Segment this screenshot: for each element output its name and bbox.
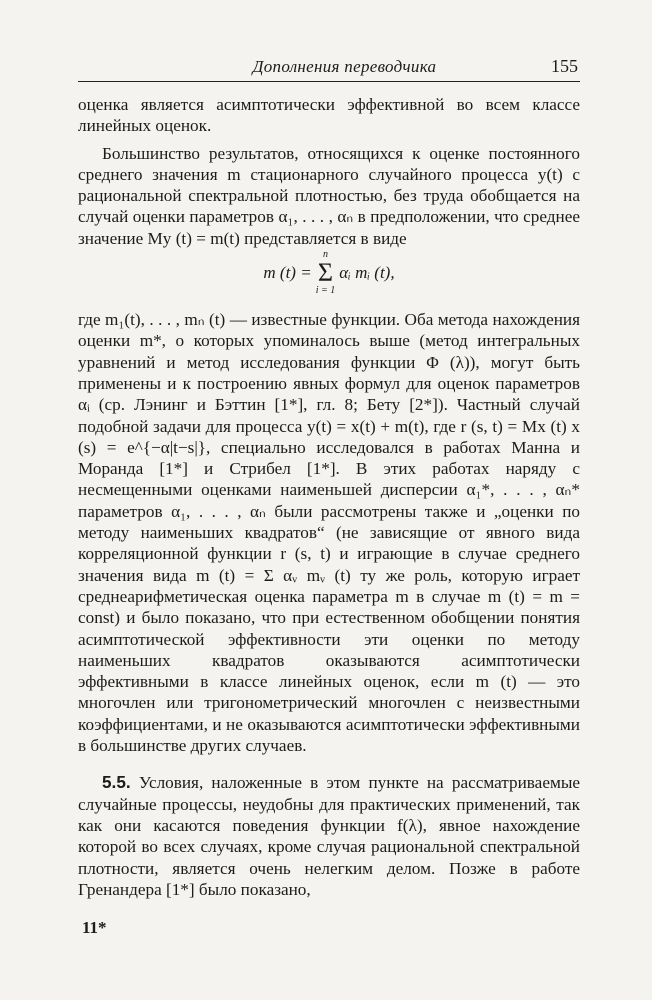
section-number: 5.5. bbox=[102, 772, 131, 793]
sum-operator bbox=[316, 250, 336, 296]
section-gap bbox=[78, 756, 580, 772]
paragraph-continuation: оценка является асимптотически эффективной во всем классе линейных оценок. bbox=[78, 95, 580, 136]
formula-lhs: m (t) = bbox=[263, 263, 312, 283]
formula-rhs: αᵢ mᵢ (t), bbox=[339, 263, 395, 283]
signature-mark: 11* bbox=[82, 918, 107, 937]
paragraph-results: Большинство результатов, относящихся к оценке постоянного среднего значения m стационарного случайного процесса y(t) с рациональной спектральной плотностью, без труда обобщается на случай оценки параметров α₁, . . . , αₙ в предположении, что среднее значение My (t) = m(t) представляется в виде bbox=[78, 143, 580, 248]
paragraph-section-5-5 bbox=[78, 772, 580, 900]
sigma-symbol: Σ bbox=[317, 258, 334, 288]
running-header bbox=[78, 56, 580, 82]
page bbox=[78, 56, 580, 900]
section-text: Условия, наложенные в этом пункте на рассматриваемые случайные процессы, неудобны для практических применений, так как они касаются поведения функции f(λ), явное нахождение которой во всех случаях, кроме случая рациональной спектральной плотности, является очень нелегким делом. Позже в работе Гренандера [1*] было показано, bbox=[78, 773, 580, 899]
paragraph-methods: где m₁(t), . . . , mₙ (t) — известные функции. Оба метода нахождения оценки m*, о которых упоминалось выше (метод интегральных уравнений и метод исследования функции Φ (λ)), могут быть применены и к построению явных формул для оценок параметров αᵢ (ср. Лэнинг и Бэттин [1*], гл. 8; Бету [2*]). Частный случай подобной задачи для процесса y(t) = x(t) + m(t), где r (s, t) = Mx (t) x (s) = e^{−α|t−s|}, специально исследовался в работах Манна и Моранда [1*] и Стрибел [1*]. В этих работах наряду с несмещенными оценками наименьшей дисперсии α₁*, . . . , αₙ* параметров α₁, . . . , αₙ были рассмотрены также и „оценки по методу наименьших квадратов“ (не зависящие от явного вида корреляционной функции r (s, t) и играющие в случае среднего значения вида m (t) = Σ αᵥ mᵥ (t) ту же роль, которую играет среднеарифметическая оценка параметра m в случае m (t) = m = const) и было показано, что при естественном обобщении понятия асимптотической эффективности эти оценки по методу наименьших квадратов оказываются асимптотически эффективными в классе линейных оценок, если m (t) — это многочлен или тригонометрический многочлен с неизвестными коэффициентами, и не оказываются асимптотически эффективными в большинстве других случаев. bbox=[78, 310, 580, 756]
sum-upper-limit: n bbox=[322, 249, 328, 261]
page-number: 155 bbox=[551, 56, 578, 76]
running-title: Дополнения переводчика bbox=[252, 57, 437, 76]
formula-mean-expansion bbox=[78, 251, 580, 295]
sum-lower-limit: i = 1 bbox=[315, 285, 336, 297]
